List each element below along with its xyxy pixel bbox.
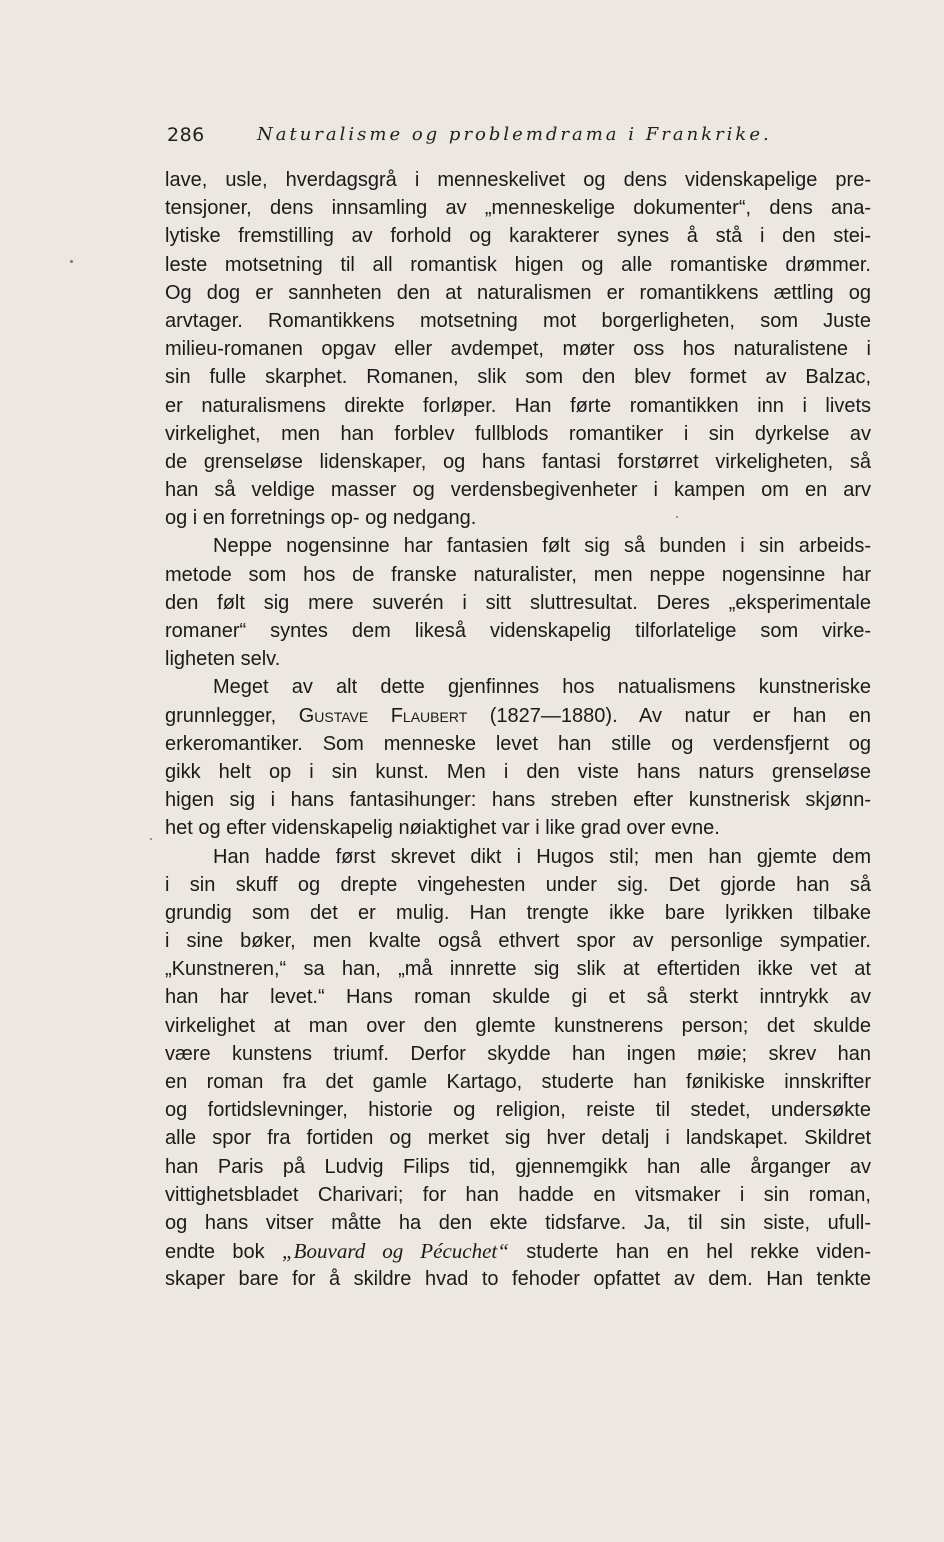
paper-speck (676, 516, 678, 518)
text-fragment: studerte han en hel rekke viden- (508, 1241, 871, 1264)
text-line: han så veldige masser og verdensbegivenheter i kampen om en arv (165, 479, 871, 502)
text-line: Meget av alt dette gjenfinnes hos natualismens kunstneriske (213, 676, 871, 699)
paragraph-3 (165, 673, 871, 842)
text-line: sin fulle skarphet. Romanen, slik som den blev formet av Balzac, (165, 366, 871, 389)
text-line: Han hadde først skrevet dikt i Hugos stil; men han gjemte dem (213, 845, 871, 868)
text-line: milieu-romanen opgav eller avdempet, møter oss hos naturalistene i (165, 338, 871, 361)
text-line: skaper bare for å skildre hvad to fehoder opfattet av dem. Han tenkte (165, 1268, 871, 1291)
text-line: arvtager. Romantikkens motsetning mot borgerligheten, som Juste (165, 309, 871, 332)
text-line: erkeromantiker. Som menneske levet han stille og verdensfjernt og (165, 732, 871, 755)
text-line: vittighetsbladet Charivari; for han hadde en vitsmaker i sin roman, (165, 1183, 871, 1206)
text-line: virkelighet, men han forblev fullblods romantiker i sin dyrkelse av (165, 422, 871, 445)
page-header (167, 122, 867, 156)
text-line: og i en forretnings op- og nedgang. (165, 507, 477, 530)
text-line: higen sig i hans fantasihunger: hans streben efter kunstnerisk skjønn- (165, 789, 871, 812)
text-line: den følt sig mere suverén i sitt sluttresultat. Deres „eksperimentale (165, 591, 871, 614)
text-line: i sin skuff og drepte vingehesten under sig. Det gjorde han så (165, 873, 871, 896)
text-line: alle spor fra fortiden og merket sig hver detalj i landskapet. Skildret (165, 1127, 871, 1150)
text-fragment: grunnlegger, (165, 704, 299, 727)
text-line: leste motsetning til all romantisk higen og alle romantiske drømmer. (165, 253, 871, 276)
paper-speck (70, 260, 73, 263)
text-line: i sine bøker, men kvalte også ethvert spor av personlige sympatier. (165, 930, 871, 953)
book-title: „Bouvard og Pécuchet“ (282, 1239, 509, 1264)
paragraph-2 (165, 532, 871, 673)
text-line: Neppe nogensinne har fantasien følt sig så bunden i sin arbeids- (213, 535, 871, 558)
text-line: „Kunstneren,“ sa han, „må innrette sig slik at eftertiden ikke vet at (165, 958, 871, 981)
text-line: romaner“ syntes dem likeså videnskapelig tilforlatelige som virke- (165, 620, 871, 642)
text-line: og fortidslevninger, historie og religion, reiste til stedet, undersøkte (165, 1099, 871, 1122)
text-fragment: endte bok (165, 1241, 282, 1264)
text-line: metode som hos de franske naturalister, men neppe nogensinne har (165, 563, 871, 586)
paper-speck (150, 838, 152, 840)
text-line: grundig som det er mulig. Han trengte ikke bare lyrikken tilbake (165, 901, 871, 924)
text-fragment: (1827—1880). Av natur er han en (467, 704, 872, 727)
text-line: Og dog er sannheten den at naturalismen er romantikkens ættling og (165, 281, 871, 304)
text-line-with-title (165, 1237, 871, 1265)
text-line: han har levet.“ Hans roman skulde gi et så sterkt inntrykk av (165, 986, 871, 1009)
body-text (165, 166, 871, 1294)
text-line: og hans vitser måtte ha den ekte tidsfarve. Ja, til sin siste, ufull- (165, 1211, 871, 1234)
text-line: lytiske fremstilling av forhold og karakterer synes å stå i den stei- (165, 225, 871, 248)
text-line-with-name (165, 702, 871, 730)
author-name: Gustave Flaubert (298, 704, 468, 727)
text-line: ligheten selv. (165, 648, 281, 671)
paragraph-4 (165, 843, 871, 1294)
text-line: virkelighet at man over den glemte kunstnerens person; det skulde (165, 1014, 871, 1037)
text-line: lave, usle, hverdagsgrå i menneskelivet og dens videnskapelige pre- (165, 169, 871, 191)
text-line: være kunstens triumf. Derfor skydde han ingen møie; skrev han (165, 1042, 871, 1065)
text-line: han Paris på Ludvig Filips tid, gjennemgikk han alle årganger av (165, 1155, 871, 1178)
running-title: Naturalisme og problemdrama i Frankrike. (257, 124, 772, 145)
text-line: er naturalismens direkte forløper. Han førte romantikken inn i livets (165, 394, 871, 417)
text-line: de grenseløse lidenskaper, og hans fantasi forstørret virkeligheten, så (165, 450, 871, 473)
text-line: tensjoner, dens innsamling av „menneskelige dokumenter“, dens ana- (165, 197, 871, 220)
text-line: het og efter videnskapelig nøiaktighet var i like grad over evne. (165, 817, 720, 840)
text-line: gikk helt op i sin kunst. Men i den viste hans naturs grenseløse (165, 760, 871, 783)
paragraph-1 (165, 166, 871, 532)
page-number: 286 (167, 124, 205, 146)
text-line: en roman fra det gamle Kartago, studerte han fønikiske innskrifter (165, 1071, 871, 1093)
